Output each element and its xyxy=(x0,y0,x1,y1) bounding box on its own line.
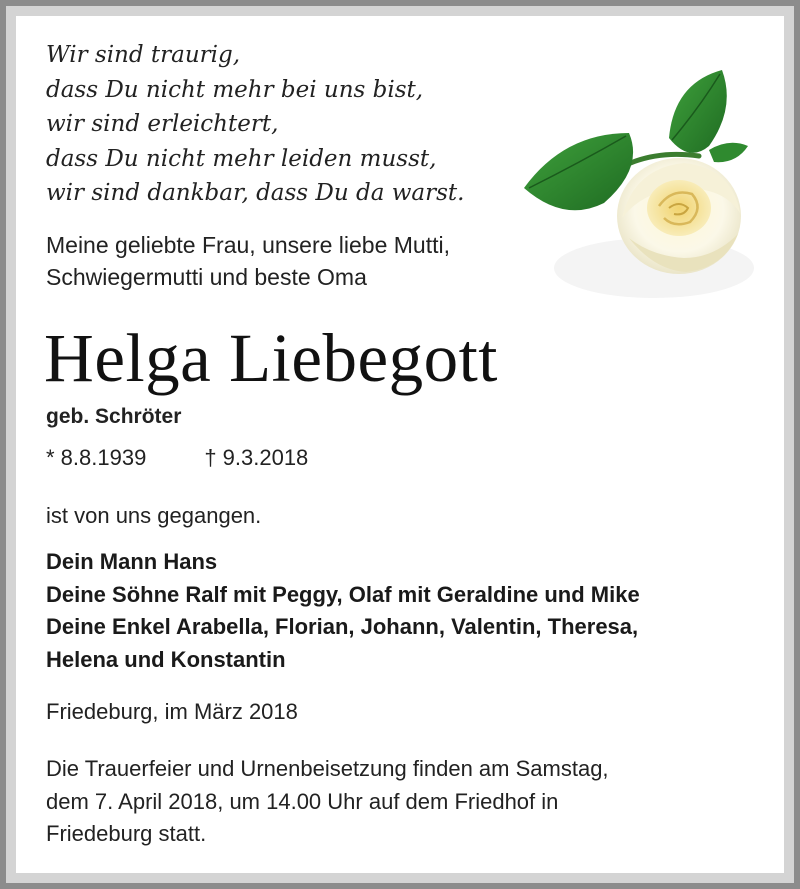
mourners-list xyxy=(46,546,766,676)
mourner-line: Helena und Konstantin xyxy=(46,646,286,672)
notice-line: Friedeburg statt. xyxy=(46,821,207,846)
mourner-line: Deine Söhne Ralf mit Peggy, Olaf mit Geraldine und Mike xyxy=(46,581,640,607)
notice-line: dem 7. April 2018, um 14.00 Uhr auf dem Friedhof in xyxy=(46,788,559,814)
poem-line: dass Du nicht mehr leiden musst, xyxy=(46,145,437,172)
passed-away-text: ist von uns gegangen. xyxy=(46,503,262,528)
intro-line: Schwiegermutti und beste Oma xyxy=(46,264,367,290)
funeral-notice xyxy=(46,753,609,851)
poem-line: wir sind erleichtert, xyxy=(46,111,279,137)
place-and-date: Friedeburg, im März 2018 xyxy=(46,699,298,724)
poem-line: wir sind dankbar, dass Du da warst. xyxy=(46,180,465,206)
intro-text xyxy=(46,229,450,293)
death-date: † 9.3.2018 xyxy=(204,445,309,470)
white-rose-icon xyxy=(504,38,760,320)
notice-line: Die Trauerfeier und Urnenbeisetzung finden am Samstag, xyxy=(46,756,609,781)
poem-line: Wir sind traurig, xyxy=(46,42,241,68)
poem xyxy=(46,38,464,211)
mourner-line: Deine Enkel Arabella, Florian, Johann, Valentin, Theresa, xyxy=(46,614,639,639)
life-dates xyxy=(46,445,308,471)
poem-line: dass Du nicht mehr bei uns bist, xyxy=(46,76,424,103)
birth-date: * 8.8.1939 xyxy=(46,445,147,470)
obituary-card xyxy=(16,16,784,873)
mourner-line: Dein Mann Hans xyxy=(46,549,218,574)
deceased-name: Helga Liebegott xyxy=(44,320,498,396)
maiden-name: geb. Schröter xyxy=(46,405,182,428)
intro-line: Meine geliebte Frau, unsere liebe Mutti, xyxy=(46,232,450,258)
